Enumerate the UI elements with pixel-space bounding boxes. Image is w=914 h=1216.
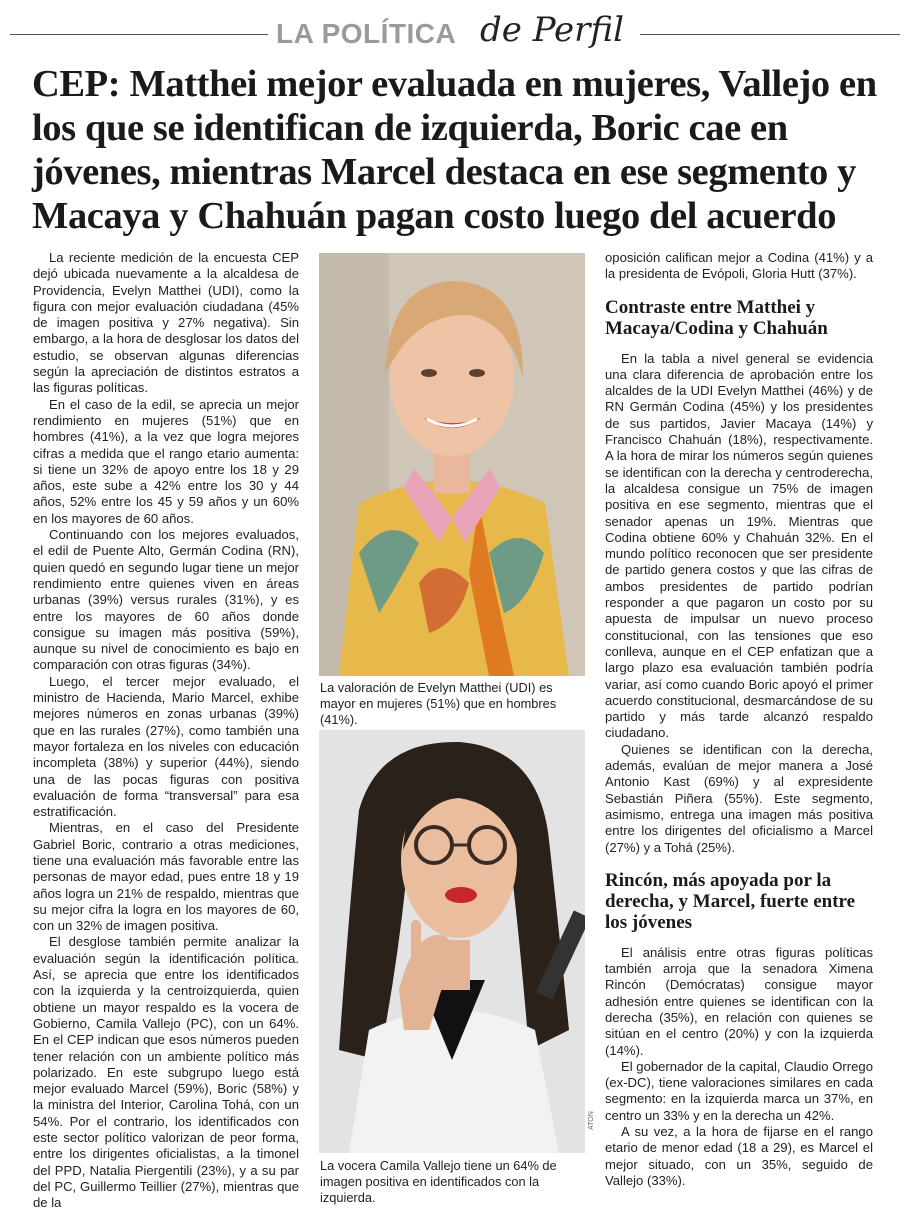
subheading: Rincón, más apoyada por la derecha, y Marcel, fuerte entre los jóvenes <box>605 869 856 933</box>
article-column-1 <box>33 250 299 1212</box>
photo-camila-vallejo <box>319 730 585 1153</box>
paragraph: A su vez, a la hora de fijarse en el rango etario de menor edad (18 a 29), es Marcel el mejor situado, con un 35%, seguido de Vallejo (33%). <box>605 1124 873 1188</box>
paragraph: En el caso de la edil, se aprecia un mejor rendimiento en mujeres (51%) que en hombres (41%), a la vez que logra mejores cifras a medida que el rango etario aumenta: si tiene un 32% de apoyo entre los 18 y 29 años, este sube a 42% entre los 30 y 44 años, 52% entre los 45 y 59 años y un 60% en los mayores de 60 años. <box>33 396 299 526</box>
header-rule-right <box>640 34 900 35</box>
paragraph: Quienes se identifican con la derecha, además, evalúan de mejor manera a José Antonio Kast (69%) y al expresidente Sebastián Piñera (55%). Este segmento, asimismo, entrega una imagen más positiva entre los dirigentes del oficialismo a Marcel (27%) y a Tohá (25%). <box>605 741 873 855</box>
section-script-title: de Perfil <box>480 10 624 50</box>
subheading: Contraste entre Matthei y Macaya/Codina y Chahuán <box>605 296 828 339</box>
paragraph: Mientras, en el caso del Presidente Gabriel Boric, contrario a otras mediciones, tiene una evaluación más favorable entre las personas de mayor edad, pues entre 18 y 19 años logra un 21% de respaldo, mientras que su mejor cifra la logra en los mayores de 60, con un 32% de imagen positiva. <box>33 820 299 934</box>
photo-credit: ATON <box>588 1111 595 1130</box>
section-header <box>10 8 900 58</box>
article-headline: CEP: Matthei mejor evaluada en mujeres, Vallejo en los que se identifican de izquierda, Boric cae en jóvenes, mientras Marcel destaca en ese segmento y Macaya y Chahuán pagan costo luego del acuerdo <box>32 63 877 237</box>
section-kicker: LA POLÍTICA <box>276 18 457 49</box>
portrait-illustration <box>319 253 585 676</box>
paragraph: El análisis entre otras figuras políticas también arroja que la senadora Ximena Rincón (Demócratas) consigue mayor adhesión entre quienes se identifican con la derecha (35%), en relación con quienes se sitúan en el centro (20%) y con la izquierda (14%). <box>605 944 873 1058</box>
header-rule-left <box>10 34 268 35</box>
paragraph: El desglose también permite analizar la evaluación según la identificación política. Así, se aprecia que entre los identificados con la izquierda y la centroizquierda, quien obtiene un mayor respaldo es la vocera de Gobierno, Camila Vallejo (PC), con un 64%. En el CEP indican que esos números pueden tener relación con un ambiente político más polarizado. En este subgrupo luego está mejor evaluado Marcel (59%), Boric (58%) y la ministra del Interior, Carolina Tohá, con un 54%. Por el contrario, los identificados con este sector político valorizan de peor forma, entre los dirigentes oficialistas, a la timonel del PPD, Natalia Piergentili (23%), y a su par del PC, Guillermo Teillier (27%), mientras que de la <box>33 934 299 1211</box>
photo-caption: La vocera Camila Vallejo tiene un 64% de imagen positiva en identificados con la izquierda. <box>320 1158 557 1205</box>
photo-evelyn-matthei <box>319 253 585 676</box>
paragraph: Continuando con los mejores evaluados, el edil de Puente Alto, Germán Codina (RN), quien quedó en segundo lugar tiene un mejor rendimiento entre quienes viven en áreas urbanas (39%) versus rurales (31%), y es entre los mayores de 60 años donde consigue su imagen más positiva (59%), aunque su nivel de conocimiento es bajo en comparación con otras figuras (34%). <box>33 527 299 673</box>
paragraph: En la tabla a nivel general se evidencia una clara diferencia de aprobación entre los alcaldes de la UDI Evelyn Matthei (46%) y de RN Germán Codina (45%) y los presidentes de sus partidos, Javier Macaya (14%) y Francisco Chahuán (18%), respectivamente. A la hora de mirar los números según quienes se identifican con la derecha y centroderecha, la alcaldesa consigue un 75% de imagen positiva en ese segmento, mientras que el senador apenas un 19%. Mientras que Codina obtiene 60% y Chahuán 32%. En el mundo político reconocen que ser presidente de partido genera costos y que las cifras de ambos presidentes de partido podrían responder a que pagaron un costo por su apuesta de impulsar un nuevo proceso constitucional, con las tensiones que eso conlleva, aunque en el CEP enfatizan que a largo plazo esa evaluación también podría variar, así como cuando Boric apoyó el primer acuerdo constitucional, desmarcándose de su partido y más tarde alcanzó respaldo ciudadano. <box>605 350 873 741</box>
paragraph: La reciente medición de la encuesta CEP dejó ubicada nuevamente a la alcaldesa de Providencia, Evelyn Matthei (UDI), como la figura con mejor evaluación ciudadana (45% de imagen positiva y 27% negativa). Sin embargo, a la hora de desglosar los datos del estudio, se observan algunas diferencias según la apreciación de distintos estratos a las figuras políticas. <box>33 250 299 396</box>
paragraph: oposición califican mejor a Codina (41%) y a la presidenta de Evópoli, Gloria Hutt (37%). <box>605 250 873 282</box>
article-column-3 <box>605 250 873 1189</box>
paragraph: Luego, el tercer mejor evaluado, el ministro de Hacienda, Mario Marcel, exhibe mejores números en zonas urbanas (39%) que en las rurales (27%), como también una mayor fortaleza en los niveles con educación incompleta (38%) y superior (44%), siendo una de las pocas figuras con positiva evaluación de forma “transversal” para esa estratificación. <box>33 673 299 820</box>
photo-caption: La valoración de Evelyn Matthei (UDI) es mayor en mujeres (51%) que en hombres (41%). <box>320 680 557 727</box>
paragraph: El gobernador de la capital, Claudio Orrego (ex-DC), tiene valoraciones similares en cada segmento: en la izquierda marca un 37%, en centro un 33% y en la derecha un 42%. <box>605 1058 873 1123</box>
portrait-illustration <box>319 730 585 1153</box>
